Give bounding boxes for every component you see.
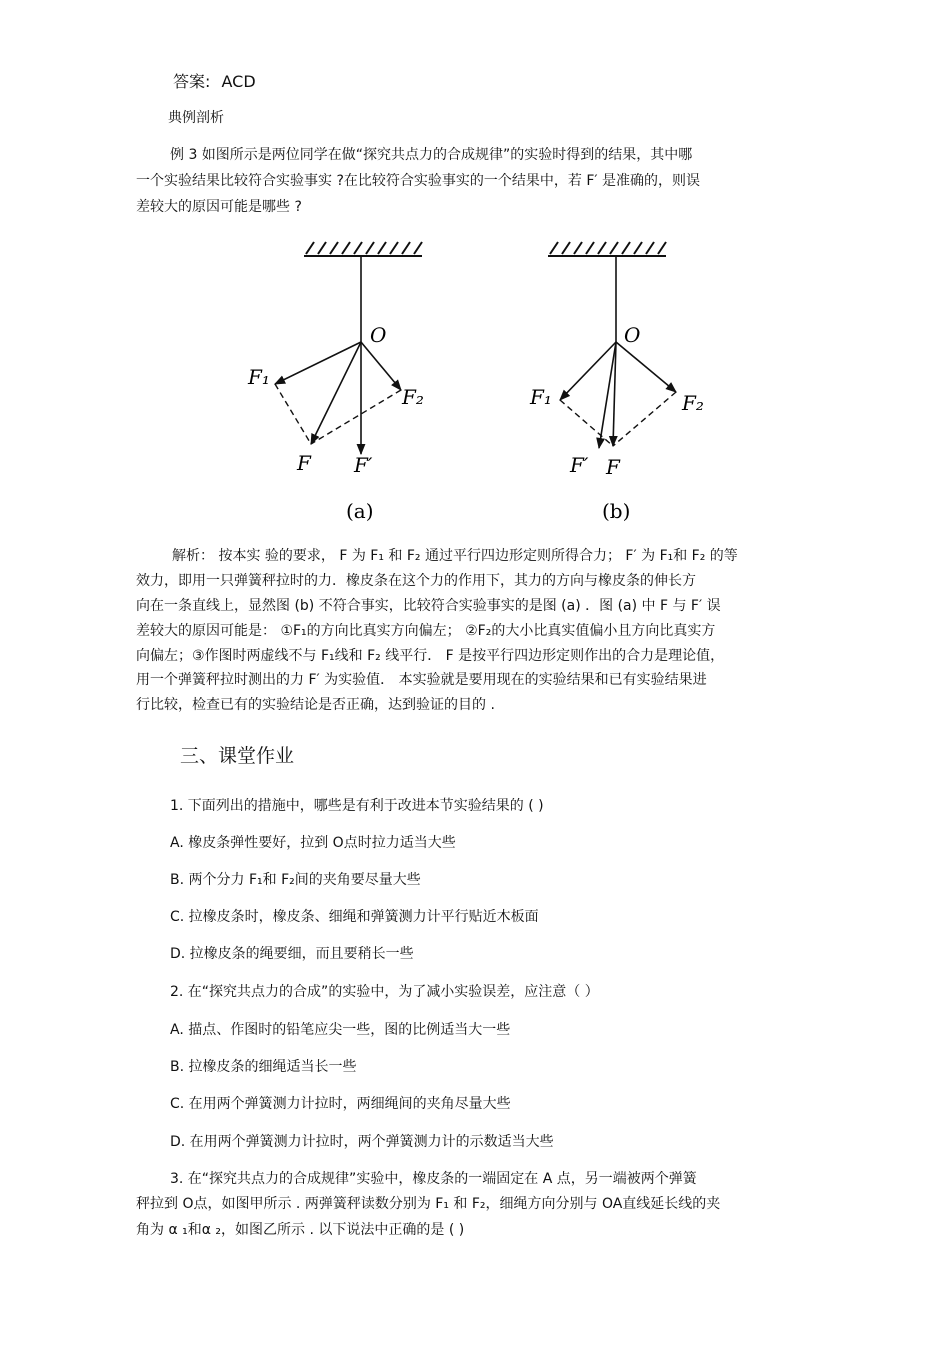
analysis-line-6: 用一个弹簧秤拉时测出的力 F′ 为实验值． 本实验就是要用现在的实验结果和已有实验结果进 xyxy=(136,672,707,688)
ceiling-b xyxy=(548,242,666,256)
label-fprime-a: F′ xyxy=(354,453,373,477)
label-fprime-b: F′ xyxy=(570,453,589,477)
answer-label: 答案: xyxy=(173,72,211,91)
analysis-line-3: 向在一条直线上，显然图 (b) 不符合事实，比较符合实验事实的是图 (a) ．图 (a) 中 F 与 F′ 误 xyxy=(136,598,721,614)
label-o-b: O xyxy=(624,323,641,347)
label-o-a: O xyxy=(370,323,387,347)
question-2: 2. 在“探究共点力的合成”的实验中，为了减小实验误差，应注意（ ） xyxy=(170,984,599,1000)
question-2-option-a: A. 描点、作图时的铅笔应尖一些，图的比例适当大一些 xyxy=(170,1022,511,1038)
label-f2-b: F₂ xyxy=(682,391,704,415)
question-3-line-2: 秤拉到 O点，如图甲所示 . 两弹簧秤读数分别为 F₁ 和 F₂，细绳方向分别与 OA直线延长线的夹 xyxy=(136,1196,721,1212)
section-typical-title: 典例剖析 xyxy=(168,110,224,126)
label-f-b: F xyxy=(606,455,620,479)
label-f1-a: F₁ xyxy=(248,365,270,389)
analysis-line-4: 差较大的原因可能是： ①F₁的方向比真实方向偏左； ②F₂的大小比真实值偏小且方向比真实方 xyxy=(136,623,716,639)
caption-a: (a) xyxy=(346,499,374,523)
analysis-line-1: 解析： 按本实 验的要求， F 为 F₁ 和 F₂ 通过平行四边形定则所得合力； F′ 为 F₁和 F₂ 的等 xyxy=(172,548,738,564)
diagram-a xyxy=(247,242,424,523)
example-line-1: 例 3 如图所示是两位同学在做“探究共点力的合成规律”的实验时得到的结果，其中哪 xyxy=(170,147,693,163)
example-line-3: 差较大的原因可能是哪些 ? xyxy=(136,199,302,215)
force-f2-arrow-a xyxy=(361,342,401,390)
label-f-a: F xyxy=(297,451,311,475)
force-f1-arrow-a xyxy=(275,342,361,384)
question-2-option-c: C. 在用两个弹簧测力计拉时，两细绳间的夹角尽量大些 xyxy=(170,1096,511,1112)
analysis-line-5: 向偏左；③作图时两虚线不与 F₁线和 F₂ 线平行． F 是按平行四边形定则作出的合力是理论值， xyxy=(136,648,725,664)
question-1-option-b: B. 两个分力 F₁和 F₂间的夹角要尽量大些 xyxy=(170,872,421,888)
analysis-line-2: 效力，即用一只弹簧秤拉时的力．橡皮条在这个力的作用下，其力的方向与橡皮条的伸长方 xyxy=(136,573,696,589)
dashed-line-b2 xyxy=(613,392,676,446)
question-1-option-c: C. 拉橡皮条时，橡皮条、细绳和弹簧测力计平行贴近木板面 xyxy=(170,909,539,925)
question-3-line-3: 角为 α ₁和α ₂，如图乙所示 . 以下说法中正确的是 ( ) xyxy=(136,1222,465,1238)
label-f1-b: F₁ xyxy=(530,385,552,409)
dashed-line-a1 xyxy=(275,384,311,444)
section-homework-title: 三、课堂作业 xyxy=(180,745,295,767)
force-diagram-figure xyxy=(238,232,718,530)
ceiling-a xyxy=(304,242,422,256)
question-1-option-d: D. 拉橡皮条的绳要细，而且要稍长一些 xyxy=(170,946,414,962)
caption-b: (b) xyxy=(602,499,631,523)
diagram-b xyxy=(529,242,704,523)
example-line-2: 一个实验结果比较符合实验事实 ?在比较符合实验事实的一个结果中，若 F′ 是准确的，则误 xyxy=(136,173,701,189)
question-2-option-d: D. 在用两个弹簧测力计拉时，两个弹簧测力计的示数适当大些 xyxy=(170,1134,554,1150)
force-f2-arrow-b xyxy=(616,342,676,392)
analysis-line-7: 行比较，检查已有的实验结论是否正确，达到验证的目的 . xyxy=(136,697,495,713)
question-2-option-b: B. 拉橡皮条的细绳适当长一些 xyxy=(170,1059,357,1075)
answer-line xyxy=(173,72,256,92)
answer-value: ACD xyxy=(221,72,256,91)
force-diagram-svg xyxy=(238,232,718,530)
question-1: 1. 下面列出的措施中，哪些是有利于改进本节实验结果的 ( ) xyxy=(170,798,544,814)
question-3-line-1: 3. 在“探究共点力的合成规律”实验中，橡皮条的一端固定在 A 点，另一端被两个弹簧 xyxy=(170,1171,697,1187)
question-1-option-a: A. 橡皮条弹性要好，拉到 O点时拉力适当大些 xyxy=(170,835,456,851)
label-f2-a: F₂ xyxy=(402,385,424,409)
